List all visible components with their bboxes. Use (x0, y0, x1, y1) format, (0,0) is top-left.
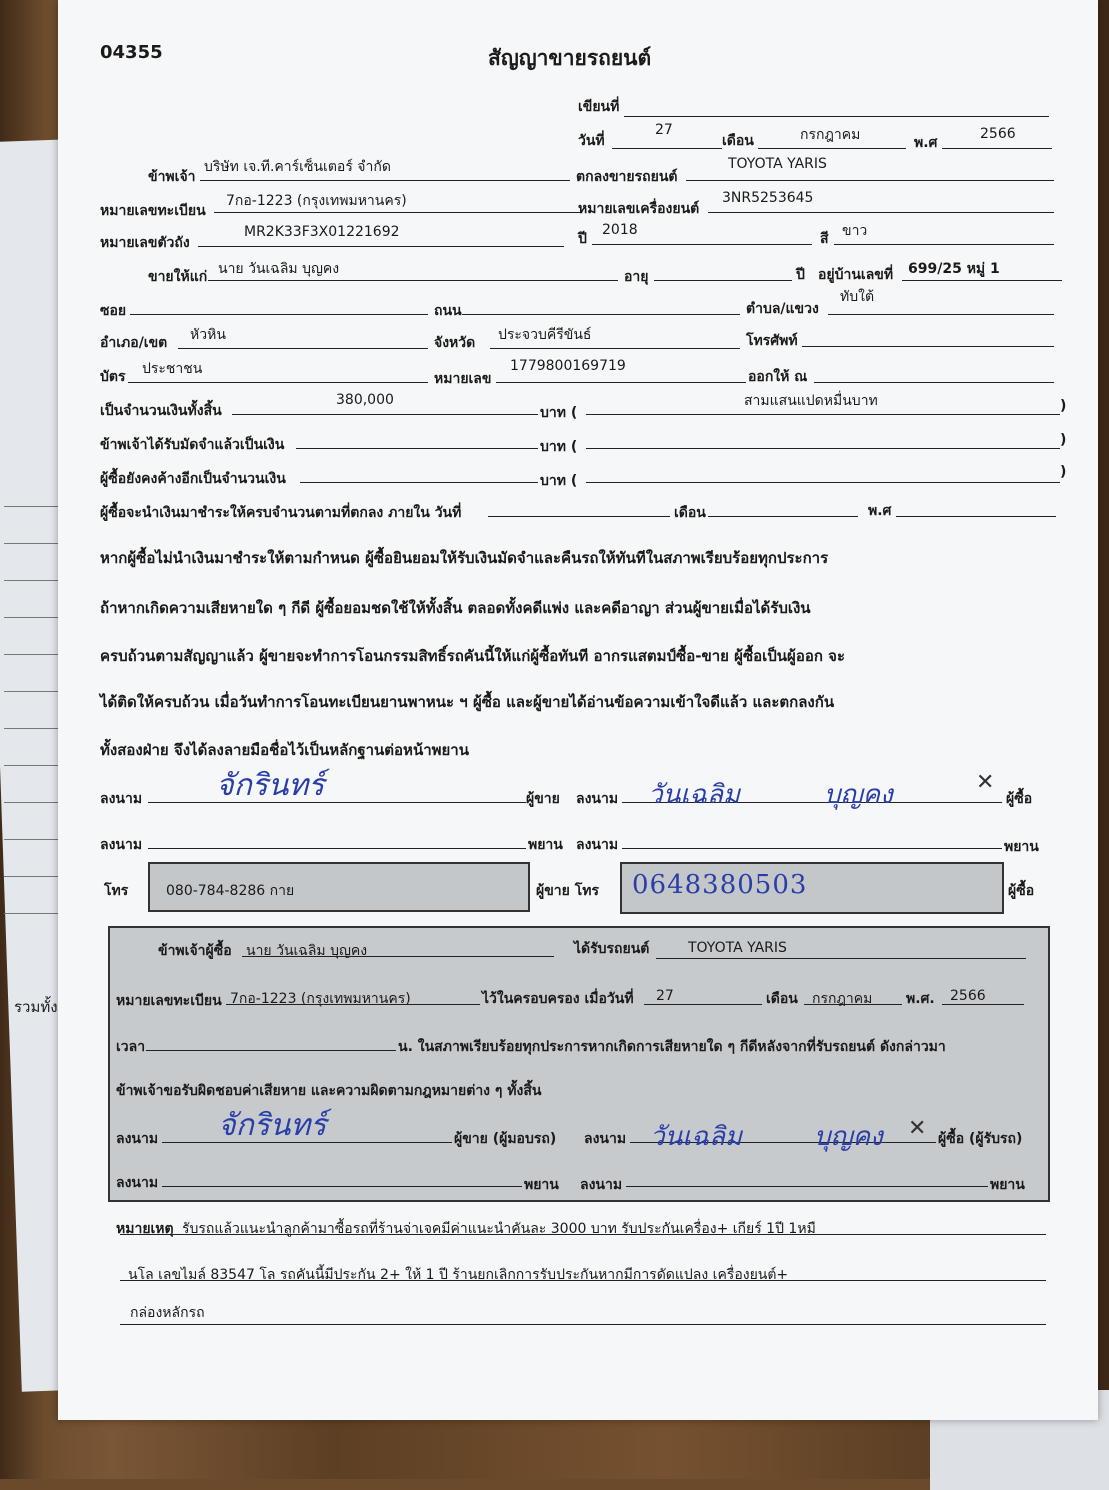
receipt-time-label: เวลา (116, 1039, 146, 1055)
id-number-label: หมายเลข (434, 371, 492, 387)
receipt-year-label: พ.ศ. (906, 991, 935, 1007)
chassis-value: MR2K33F3X01221692 (244, 224, 400, 240)
remaining-close-paren: ) (1060, 464, 1067, 480)
due-month-label: เดือน (674, 505, 706, 521)
seller-value: บริษัท เจ.ที.คาร์เซ็นเตอร์ จำกัด (204, 159, 391, 175)
terms-line-3: ครบถ้วนตามสัญญาแล้ว ผู้ขายจะทำการโอนกรรมสิทธิ์รถคันนี้ให้แก่ผู้ซื้อทันที อากรแสตมป์ซื้อ-ขาย ผู้ซื้อเป็นผู้ออก จะ (100, 647, 845, 665)
witness2-sign-label: ลงนาม (576, 837, 619, 853)
total-close-paren: ) (1060, 398, 1067, 414)
id-number-value: 1779800169719 (510, 358, 626, 374)
buyer-name-value: นาย วันเฉลิม บุญคง (218, 261, 340, 277)
receipt-seller-signature: จักรินทร์ (218, 1108, 327, 1143)
deposit-label: ข้าพเจ้าได้รับมัดจำแล้วเป็นเงิน (100, 437, 285, 453)
receipt-date-value: 27 (656, 988, 674, 1004)
receipt-time-suffix: น. ในสภาพเรียบร้อยทุกประการหากเกิดการเสียหายใด ๆ กีดีหลังจากที่รับรถยนต์ ดังกล่าวมา (398, 1039, 946, 1055)
address-value: 699/25 หมู่ 1 (908, 261, 1000, 277)
buyer-phone-role: ผู้ซื้อ (1008, 883, 1035, 899)
total-amount-value: 380,000 (336, 392, 394, 408)
receipt-reg-value: 7กอ-1223 (กรุงเทพมหานคร) (230, 991, 411, 1007)
remaining-label: ผู้ซื้อยังคงค้างอีกเป็นจำนวนเงิน (100, 471, 286, 487)
notes-line-3: กล่องหลักรถ (130, 1305, 205, 1321)
subdistrict-value: ทับใต้ (840, 289, 875, 305)
witness1-role-label: พยาน (528, 837, 563, 853)
district-label: อำเภอ/เขต (100, 335, 168, 351)
receipt-buyer-sign-label: ลงนาม (584, 1131, 627, 1147)
vehicle-receipt-box (108, 926, 1050, 1202)
receipt-buyer-signature-last: บุญคง (814, 1122, 883, 1152)
province-label: จังหวัด (434, 335, 476, 351)
seller-label: ข้าพเจ้า (148, 169, 196, 185)
deposit-baht-label: บาท ( (540, 439, 578, 455)
receipt-witness1-role: พยาน (524, 1177, 559, 1193)
seller-sign-label: ลงนาม (100, 791, 143, 807)
underlying-sheet-text: รวมทั้ง (14, 998, 58, 1016)
notes-label: หมายเหตุ (116, 1221, 174, 1237)
document-number: 04355 (100, 42, 163, 63)
receipt-year-value: 2566 (950, 988, 986, 1004)
written-at-label: เขียนที่ (578, 99, 620, 115)
deposit-close-paren: ) (1060, 432, 1067, 448)
witness2-role-label: พยาน (1004, 839, 1039, 855)
buyer-signature-last: บุญคง (824, 780, 893, 810)
document-title: สัญญาขายรถยนต์ (488, 46, 652, 70)
chassis-label: หมายเลขตัวถัง (100, 235, 190, 251)
seller-role-label: ผู้ขาย (526, 791, 560, 807)
engine-number-label: หมายเลขเครื่องยนต์ (578, 201, 700, 217)
receipt-seller-role: ผู้ขาย (ผู้มอบรถ) (454, 1131, 557, 1147)
terms-line-5: ทั้งสองฝ่าย จึงได้ลงลายมือชื่อไว้เป็นหลักฐานต่อหน้าพยาน (100, 741, 469, 759)
receipt-buyer-role: ผู้ซื้อ (ผู้รับรถ) (938, 1131, 1023, 1147)
month-label: เดือน (722, 133, 754, 149)
car-model-value: TOYOTA YARIS (728, 156, 827, 172)
terms-line-1: หากผู้ซื้อไม่นำเงินมาชำระให้ตามกำหนด ผู้ซื้อยินยอมให้รับเงินมัดจำและคืนรถให้ทันทีในสภาพเรียบร้อยทุกประการ (100, 549, 829, 567)
notes-line-1: รับรถแล้วแนะนำลูกค้ามาซื้อรถที่ร้านจ่าเจคมีค่าแนะนำคันละ 3000 บาท รับประกันเครื่อง+ เกียร์ 1ปี 1หมื (182, 1221, 816, 1237)
agree-sell-label: ตกลงขายรถยนต์ (576, 169, 678, 185)
age-label: อายุ (624, 269, 649, 285)
phone-label: โทรศัพท์ (746, 333, 798, 349)
year-value: 2566 (980, 126, 1016, 142)
card-type-value: ประชาชน (142, 361, 203, 377)
buyer-sign-label: ลงนาม (576, 791, 619, 807)
sell-to-label: ขายให้แก่ (148, 269, 208, 285)
receipt-witness1-sign-label: ลงนาม (116, 1175, 159, 1191)
due-date-label: ผู้ซื้อจะนำเงินมาชำระให้ครบจำนวนตามที่ตกลง ภายใน วันที่ (100, 505, 462, 521)
date-label: วันที่ (578, 133, 605, 149)
district-value: หัวหิน (190, 327, 226, 343)
color-value: ขาว (842, 223, 868, 239)
receipt-received-label: ได้รับรถยนต์ (574, 941, 650, 957)
receipt-seller-sign-label: ลงนาม (116, 1131, 159, 1147)
phone-label-left: โทร (104, 883, 129, 899)
receipt-liability: ข้าพเจ้าขอรับผิดชอบค่าเสียหาย และความผิดตามกฎหมายต่าง ๆ ทั้งสิ้น (116, 1083, 542, 1099)
year-label: พ.ศ (914, 135, 938, 151)
buyer-role-label: ผู้ซื้อ (1006, 791, 1033, 807)
written-at-line (624, 116, 1049, 117)
buyer-x-mark: ✕ (976, 770, 995, 795)
issued-at-label: ออกให้ ณ (748, 369, 808, 385)
province-value: ประจวบคีรีขันธ์ (498, 327, 592, 343)
address-label: อยู่บ้านเลขที่ (818, 267, 894, 283)
receipt-buyer-name: นาย วันเฉลิม บุญคง (246, 943, 368, 959)
total-baht-label: บาท ( (540, 405, 578, 421)
engine-number-value: 3NR5253645 (722, 190, 814, 206)
receipt-buyer-x-mark: ✕ (908, 1116, 927, 1141)
soi-label: ซอย (100, 303, 127, 319)
seller-signature: จักรินทร์ (216, 768, 325, 803)
remaining-baht-label: บาท ( (540, 473, 578, 489)
date-value: 27 (655, 122, 673, 138)
receipt-witness2-sign-label: ลงนาม (580, 1177, 623, 1193)
terms-line-2: ถ้าหากเกิดความเสียหายใด ๆ กีดี ผู้ซื้อยอมชดใช้ให้ทั้งสิ้น ตลอดทั้งคดีแพ่ง และคดีอาญา ส่วนผู้ขายเมื่อได้รับเงิน (100, 599, 811, 617)
receipt-car-value: TOYOTA YARIS (688, 940, 787, 956)
registration-label: หมายเลขทะเบียน (100, 203, 206, 219)
due-year-label: พ.ศ (868, 503, 892, 519)
month-value: กรกฎาคม (800, 127, 861, 143)
receipt-possess-label: ไว้ในครอบครอง เมื่อวันที่ (482, 991, 634, 1007)
subdistrict-label: ตำบล/แขวง (746, 301, 819, 317)
road-label: ถนน (434, 303, 462, 319)
notes-line-2: นโล เลขไมล์ 83547 โล รถคันนี้มีประกัน 2+ ให้ 1 ปี ร้านยกเลิกการรับประกันหากมีการดัดแปลง เครื่องยนต์+ (128, 1267, 789, 1283)
receipt-buyer-label: ข้าพเจ้าผู้ซื้อ (158, 943, 232, 959)
buyer-signature-first: วันเฉลิม (648, 780, 741, 810)
model-year-value: 2018 (602, 222, 638, 238)
receipt-buyer-signature-first: วันเฉลิม (650, 1122, 743, 1152)
receipt-month-label: เดือน (766, 991, 798, 1007)
registration-value: 7กอ-1223 (กรุงเทพมหานคร) (226, 193, 407, 209)
seller-phone-value: 080-784-8286 กาย (166, 883, 295, 899)
color-label: สี (820, 231, 829, 247)
contract-sheet (58, 0, 1098, 1420)
total-amount-label: เป็นจำนวนเงินทั้งสิ้น (100, 403, 222, 419)
total-words-value: สามแสนแปดหมื่นบาท (744, 393, 878, 409)
receipt-month-value: กรกฎาคม (812, 991, 873, 1007)
card-label: บัตร (100, 369, 126, 385)
model-year-label: ปี (578, 231, 587, 247)
seller-phone-label: ผู้ขาย โทร (536, 883, 599, 899)
witness1-sign-label: ลงนาม (100, 837, 143, 853)
buyer-phone-value: 0648380503 (632, 870, 808, 900)
terms-line-4: ได้ติดให้ครบถ้วน เมื่อวันทำการโอนทะเบียนยานพาหนะ ฯ ผู้ซื้อ และผู้ขายได้อ่านข้อความเข้าใจดีแล้ว และตกลงกัน (100, 693, 835, 711)
receipt-reg-label: หมายเลขทะเบียน (116, 993, 222, 1009)
age-years-label: ปี (796, 267, 805, 283)
receipt-witness2-role: พยาน (990, 1177, 1025, 1193)
